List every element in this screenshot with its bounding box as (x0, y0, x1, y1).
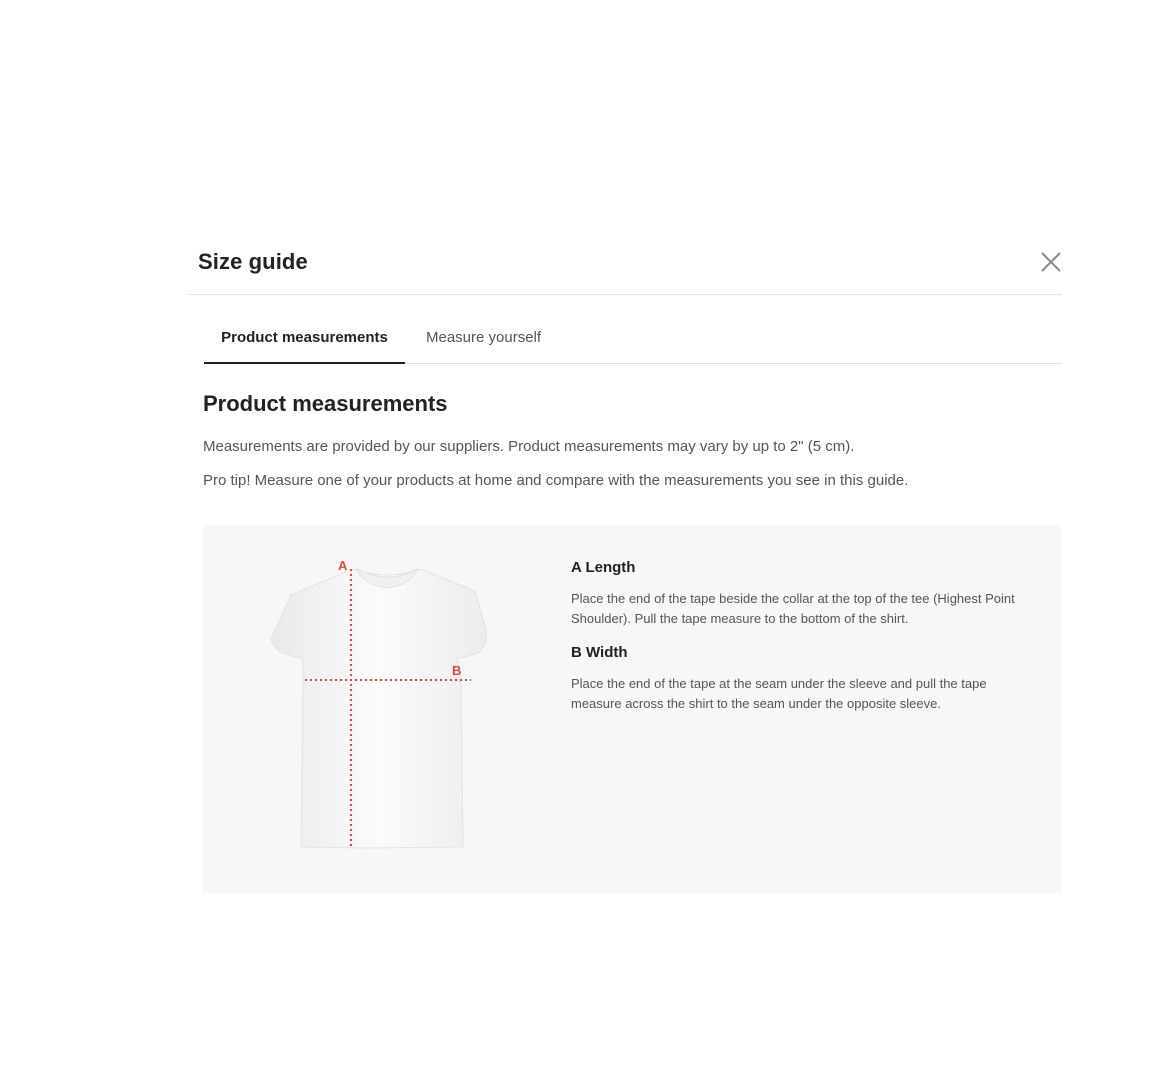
tshirt-diagram (243, 555, 533, 855)
measurement-descriptions (571, 559, 1031, 729)
length-title: A Length (571, 559, 636, 576)
pro-tip: Pro tip! Measure one of your products at home and compare with the measurements you see in this guide. (203, 472, 909, 489)
measurement-panel (203, 525, 1061, 893)
close-icon (1040, 251, 1062, 273)
tab-measure-yourself[interactable]: Measure yourself (426, 329, 542, 346)
close-button[interactable] (1040, 251, 1062, 273)
modal-title: Size guide (198, 249, 308, 274)
supplier-note: Measurements are provided by our suppliers. Product measurements may vary by up to 2" (5 cm). (203, 438, 855, 455)
modal-header (189, 232, 1062, 295)
width-title: B Width (571, 644, 628, 661)
width-description: Place the end of the tape at the seam under the sleeve and pull the tape measure across the shirt to the seam under the opposite sleeve. (571, 676, 987, 711)
marker-b: B (452, 663, 462, 678)
size-guide-modal (189, 232, 1062, 912)
tab-product-measurements[interactable]: Product measurements (204, 318, 405, 364)
tab-bar (204, 318, 1062, 364)
section-heading: Product measurements (203, 391, 448, 416)
marker-a: A (338, 558, 348, 573)
length-description: Place the end of the tape beside the collar at the top of the tee (Highest Point Shoulder). Pull the tape measure to the bottom of the shirt. (571, 591, 1015, 626)
tshirt-icon (271, 569, 486, 848)
